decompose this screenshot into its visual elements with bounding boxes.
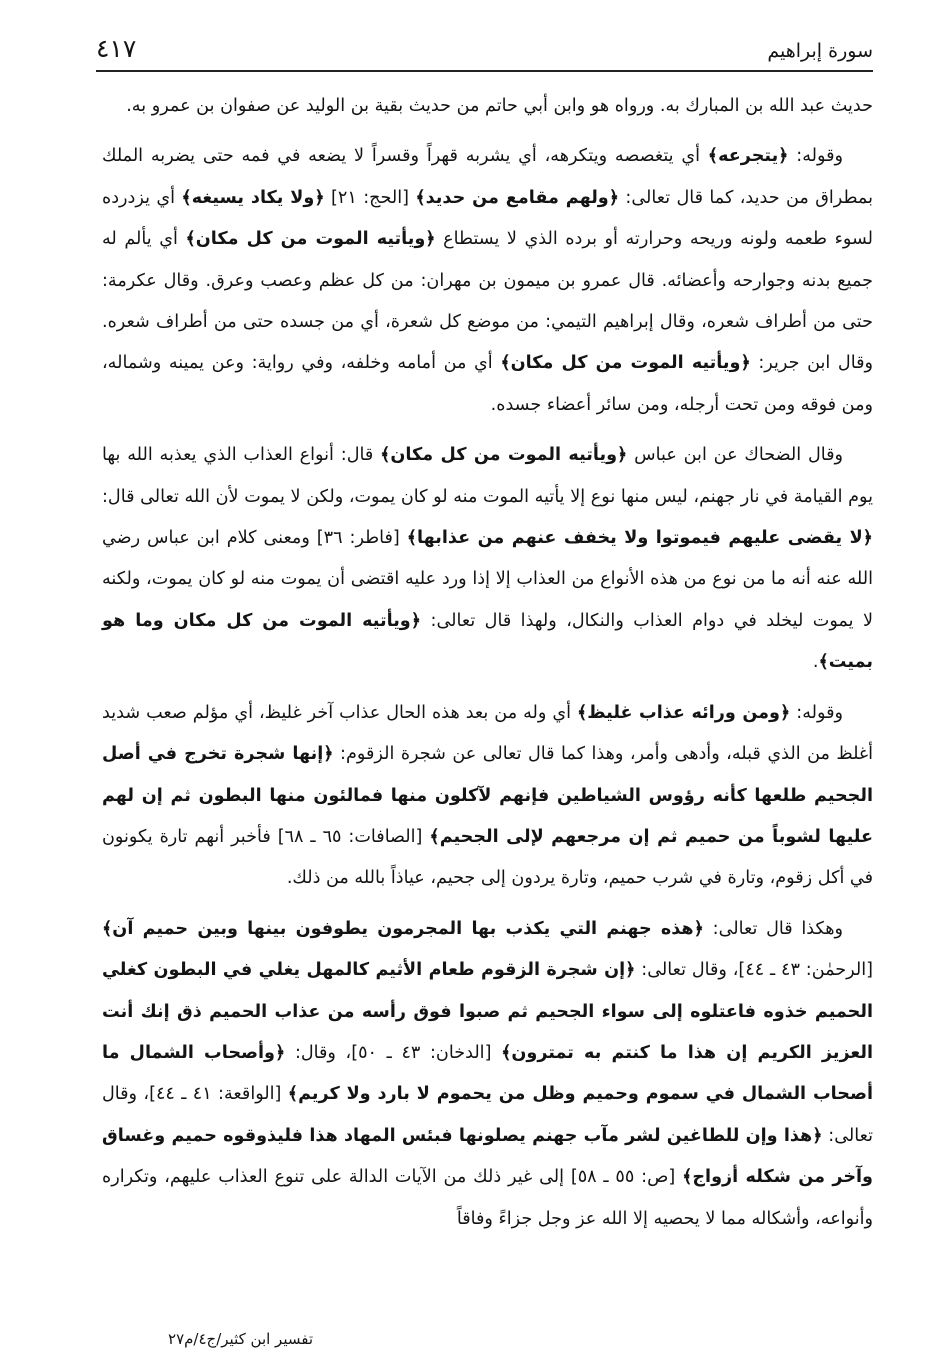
quran-quote: ﴿هذا وإن للطاغين لشر مآب جهنم يصلونها فبئس المهاد هذا فليذوقوه حميم وغساق وآخر من شكله أزواج﴾ — [102, 1125, 873, 1188]
para-dahhak — [102, 435, 873, 683]
quran-quote: ﴿إنها شجرة تخرج في أصل الجحيم طلعها كأنه رؤوس الشياطين فإنهم لآكلون منها فمالئون منها البطون ثم إن لهم عليها لشوباً من حميم ثم إن مرجعهم لإلى الجحيم﴾ — [102, 744, 873, 847]
text-run: أي يألم له جميع بدنه وجوارحه وأعضائه. قال عمرو بن ميمون بن مهران: من كل عظم وعصب وعرق. وقال عكرمة: حتى من أطراف شعره، وقال إبراهيم التيمي: من موضع كل شعرة، أي من جسده حتى من أطراف شعره. وقال ابن جرير: — [102, 229, 873, 374]
surah-title: سورة إبراهيم — [767, 40, 873, 62]
quran-quote: ﴿ومن ورائه عذاب غليظ﴾ — [577, 702, 791, 723]
quran-quote: ﴿ويأتيه الموت من كل مكان﴾ — [380, 445, 628, 466]
text-run: أي وله من بعد هذه الحال عذاب آخر غليظ، أي مؤلم صعب شديد أغلظ من الذي قبله، وأدهى وأمر، وهذا كما قال تعالى عن شجرة الزقوم: — [102, 702, 874, 765]
text-run: [الواقعة: ٤١ ـ ٤٤]، وقال تعالى: — [102, 1084, 873, 1146]
text-run: أي يتغصصه ويتكرهه، أي يشربه قهراً وقسراً لا يضعه في فمه حتى يضربه الملك بمطراق من حديد، كما قال تعالى: — [102, 146, 873, 208]
text-run: قال: أنواع العذاب الذي يعذبه الله بها يوم القيامة في نار جهنم، ليس منها نوع إلا يأتيه الموت منه لو كان يموت، ولكن لا يموت لأن الله تعالى قال: — [102, 445, 873, 507]
text-run: حديث عبد الله بن المبارك به. ورواه هو وابن أبي حاتم من حديث بقية بن الوليد عن صفوان بن عمرو به. — [126, 96, 873, 116]
text-run: . — [812, 652, 819, 673]
text-run: [الحج: ٢١] — [324, 187, 416, 208]
text-run: [فاطر: ٣٦] ومعنى كلام ابن عباس رضي الله عنه أنه ما من نوع من هذه الأنواع من العذاب إلا إذا ورد عليه اقتضى أن يموت منه لو كان يموت، ولكنه لا يموت ليخلد في دوام العذاب والنكال، ولهذا قال تعالى: — [102, 528, 873, 631]
quran-quote: ﴿وأصحاب الشمال ما أصحاب الشمال في سموم وحميم وظل من يحموم لا بارد ولا كريم﴾ — [102, 1042, 873, 1105]
quran-quote: ﴿ويأتيه الموت من كل مكان﴾ — [500, 353, 751, 374]
page-header — [96, 34, 873, 68]
quran-quote: ﴿ولا يكاد يسيغه﴾ — [181, 187, 325, 208]
quran-quote: ﴿هذه جهنم التي يكذب بها المجرمون يطوفون بينها وبين حميم آن﴾ — [102, 918, 704, 939]
text-run: [الدخان: ٤٣ ـ ٥٠]، وقال: — [285, 1042, 502, 1063]
text-run: وقوله: — [788, 146, 843, 167]
page-number: ٤١٧ — [96, 34, 137, 63]
text-run: [الصافات: ٦٥ ـ ٦٨] فأخبر أنهم تارة يكونون في أكل زقوم، وتارة في شرب حميم، وتارة يردون إلى جحيم، عياذاً بالله من ذلك. — [102, 826, 873, 889]
quran-quote: ﴿ويأتيه الموت من كل مكان﴾ — [185, 229, 436, 250]
para-yatajarra — [102, 136, 873, 426]
text-run: وهكذا قال تعالى: — [703, 918, 843, 939]
quran-quote: ﴿ويأتيه الموت من كل مكان وما هو بميت﴾ — [102, 610, 873, 673]
text-run: أي من أمامه وخلفه، وفي رواية: وعن يمينه وشماله، ومن فوقه ومن تحت أرجله، ومن سائر أعضاء جسده. — [102, 353, 873, 415]
para-hakadha — [102, 909, 873, 1240]
quran-quote: ﴿ولهم مقامع من حديد﴾ — [415, 187, 620, 208]
text-run: [الرحمٰن: ٤٣ ـ ٤٤]، وقال تعالى: — [635, 960, 873, 981]
quran-quote: ﴿إن شجرة الزقوم طعام الأثيم كالمهل يغلي في البطون كغلي الحميم خذوه فاعتلوه إلى سواء الجحيم ثم صبوا فوق رأسه من عذاب الحميم ذق إنك أنت العزيز الكريم إن هذا ما كنتم به تمترون﴾ — [102, 960, 873, 1063]
page-body — [102, 86, 873, 1249]
text-run: وقوله: — [790, 702, 843, 723]
quran-quote: ﴿لا يقضى عليهم فيموتوا ولا يخفف عنهم من عذابها﴾ — [406, 528, 873, 549]
para-hadith-source — [102, 86, 873, 127]
quran-quote: ﴿يتجرعه﴾ — [707, 146, 789, 167]
text-run: وقال الضحاك عن ابن عباس — [627, 445, 844, 466]
volume-signature: تفسير ابن كثير/ج٤/م٢٧ — [168, 1330, 313, 1348]
text-run: [ص: ٥٥ ـ ٥٨] إلى غير ذلك من الآيات الدالة على تنوع العذاب عليهم، وتكراره وأنواعه، وأشكاله مما لا يحصيه إلا الله عز وجل جزاءً وفاقاً — [102, 1167, 873, 1229]
para-waraihi — [102, 693, 873, 900]
text-run: أي يزدرده لسوء طعمه ولونه وريحه وحرارته أو برده الذي لا يستطاع — [102, 187, 873, 250]
header-divider — [96, 70, 873, 72]
